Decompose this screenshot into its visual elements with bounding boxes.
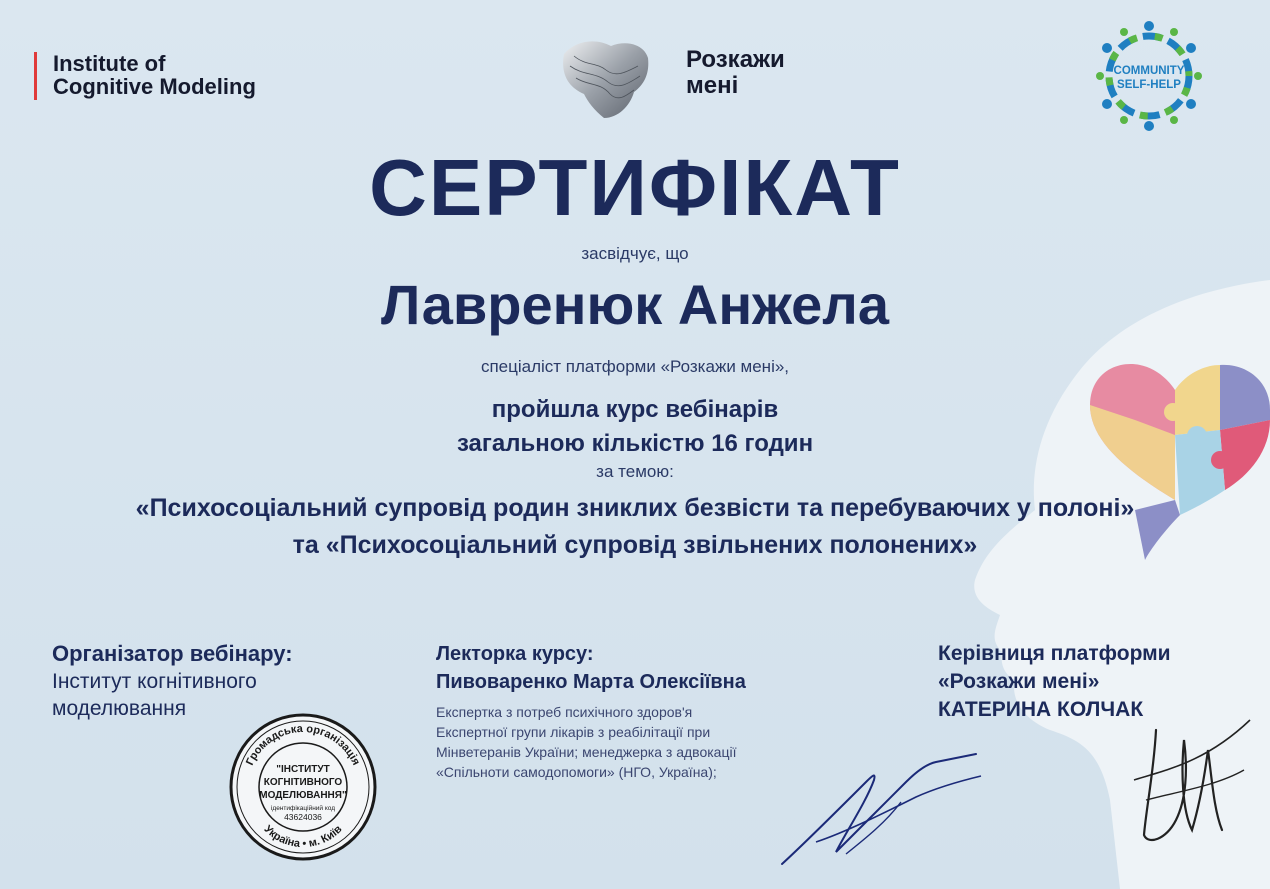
topic-line2: та «Психосоціальний супровід звільнених полонених» (292, 531, 978, 559)
on-topic-text: за темою: (596, 462, 674, 481)
stamp-line2: КОГНІТИВНОГО (263, 777, 343, 788)
lecturer-desc3: Мінветеранів України; менеджерка з адвокації (436, 744, 737, 760)
head-signature (1126, 700, 1256, 860)
head-name: КАТЕРИНА КОЛЧАК (938, 698, 1144, 721)
lecturer-name: Пивоваренко Марта Олексіївна (436, 671, 746, 693)
certificate-title: СЕРТИФІКАТ (369, 143, 901, 232)
lecturer-desc4: «Спільноти самодопомоги» (НГО, Україна); (436, 764, 717, 780)
lecturer-desc1: Експертка з потреб психічного здоров'я (436, 704, 693, 720)
stamp-code: 43624036 (284, 812, 322, 822)
stamp-ring-bottom: Україна • м. Київ (261, 823, 345, 851)
institute-logo (34, 52, 256, 100)
certifies-text: засвідчує, що (581, 244, 689, 263)
recipient-name: Лавренюк Анжела (381, 273, 889, 336)
brand-name (686, 47, 785, 99)
organizer-heading: Організатор вебінару: (52, 641, 293, 666)
stamp-line3: МОДЕЛЮВАННЯ" (259, 790, 347, 801)
community-circle-icon (1094, 18, 1204, 136)
organizer-line2: моделювання (52, 697, 187, 720)
lecturer-desc2: Експертної групи лікарів з реабілітації при (436, 724, 711, 740)
institute-logo-line2: Cognitive Modeling (53, 74, 256, 99)
institute-logo-line1: Institute of (53, 51, 166, 76)
paper-sculpture-icon (556, 36, 652, 122)
organizer-block (52, 640, 293, 722)
community-line2: SELF-HELP (1117, 79, 1181, 91)
organizer-line1: Інститут когнітивного (52, 670, 257, 693)
community-line1: COMMUNITY (1113, 65, 1185, 77)
stamp-line1: "ІНСТИТУТ (276, 764, 330, 775)
brand-line1: Розкажи (686, 46, 785, 73)
lecturer-signature (776, 742, 986, 870)
head-heading1: Керівниця платформи (938, 642, 1171, 665)
head-heading2: «Розкажи мені» (938, 670, 1100, 693)
recipient-role: спеціаліст платформи «Розкажи мені», (480, 357, 790, 376)
official-stamp (228, 712, 378, 862)
course-line2: загальною кількістю 16 годин (456, 430, 814, 457)
topic-line1: «Психосоціальний супровід родин зниклих безвісти та перебуваючих у полоні» (135, 494, 1135, 522)
stamp-ring-top: Громадська організація (243, 722, 363, 768)
course-line1: пройшла курс вебінарів (491, 396, 779, 423)
brand-line2: мені (686, 72, 739, 99)
lecturer-heading: Лекторка курсу: (436, 643, 594, 665)
stamp-code-label: ідентифікаційний код (270, 805, 336, 812)
